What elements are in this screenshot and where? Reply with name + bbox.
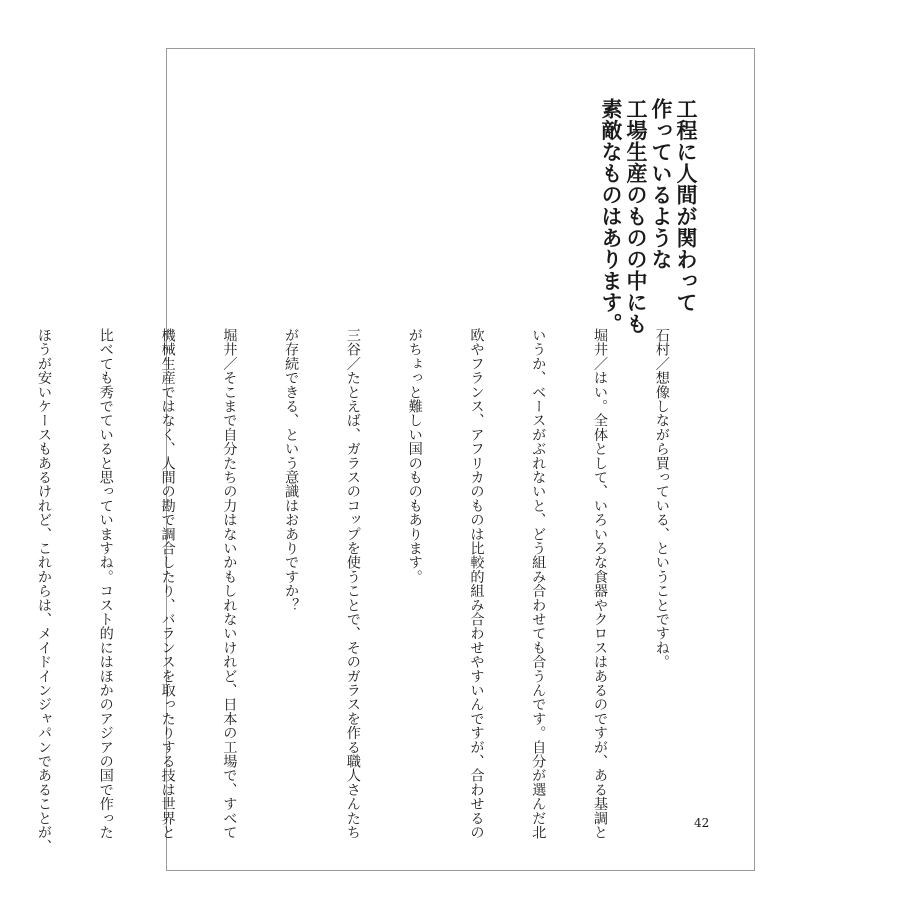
heading-line: 素敵なものはあります。 <box>599 98 624 335</box>
body-line: 機械生産ではなく、人間の勘で調合したり、バランスを取ったりする技は世界と <box>159 328 176 840</box>
body-line: 堀井／はい。全体として、いろいろな食器やクロスはあるのですが、ある基調と <box>592 328 609 840</box>
body-line: 堀井／そこまで自分たちの力はないかもしれないけれど、日本の工場で、すべて <box>221 328 238 840</box>
body-line: がちょっと難しい国のものもあります。 <box>406 328 423 584</box>
heading-line: 工場生産のものの中にも <box>624 98 649 335</box>
body-line: が存続できる、という意識はおありですか？ <box>283 328 300 612</box>
heading-line: 作っているような <box>649 98 674 270</box>
heading-line: 工程に人間が関わって <box>674 98 699 313</box>
body-line: ほうが安いケースもあるけれど、これからは、メイドインジャパンであることが、 <box>36 328 52 854</box>
body-line: 欧やフランス、アフリカのものは比較的組み合わせやすいんですが、合わせるの <box>468 328 485 840</box>
body-line: いうか、ベースがぶれないと、どう組み合わせても合うんです。自分が選んだ北 <box>530 328 547 840</box>
body-line: 比べても秀でていると思っていますね。コスト的にはほかのアジアの国で作った <box>97 328 114 840</box>
pull-quote-heading <box>599 98 699 335</box>
body-line: 三谷／たとえば、ガラスのコップを使うことで、そのガラスを作る職人さんたち <box>344 328 361 840</box>
body-line: 石村／想像しながら買っている、ということですね。 <box>653 328 670 669</box>
page-number: 42 <box>694 816 710 830</box>
